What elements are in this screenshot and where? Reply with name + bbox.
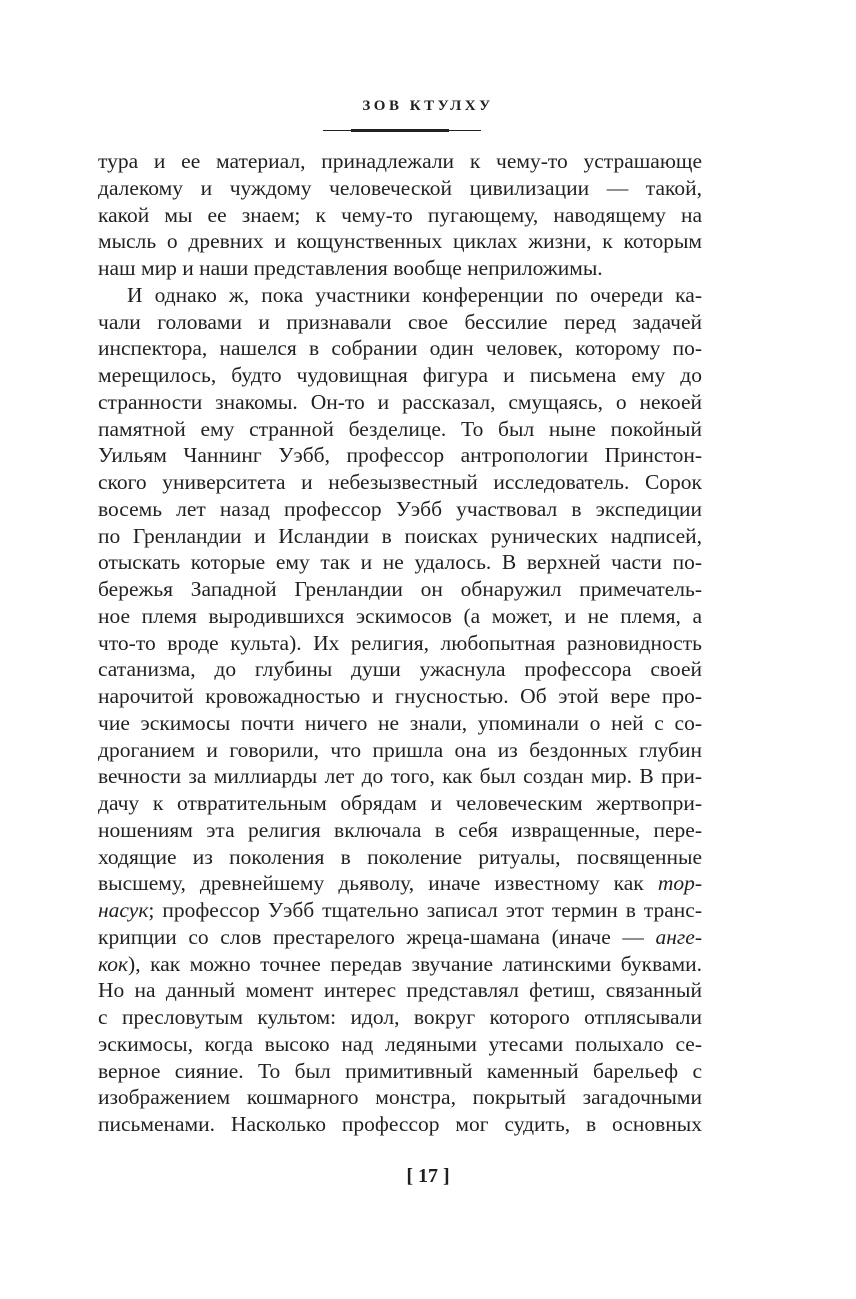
text-line bbox=[98, 1111, 702, 1138]
text-line bbox=[98, 656, 702, 683]
text-segment: чали головами и признавали свое бессилие перед задачей bbox=[98, 309, 702, 334]
text-segment: мерещилось, будто чудовищная фигура и письмена ему до bbox=[98, 363, 702, 387]
text-line bbox=[98, 1058, 702, 1085]
text-line bbox=[98, 549, 702, 576]
text-line bbox=[98, 416, 702, 443]
text-segment: восемь лет назад профессор Уэбб участвовал в экспедиции bbox=[98, 496, 702, 521]
text-segment: инспектора, нашелся в собрании один человек, которому по- bbox=[98, 336, 702, 361]
text-segment: ского университета и небезызвестный исследователь. Сорок bbox=[98, 470, 702, 494]
text-line bbox=[98, 924, 702, 951]
text-segment: наш мир и наши представления вообще неприложимы. bbox=[98, 256, 603, 280]
text-line bbox=[98, 309, 702, 336]
text-line bbox=[98, 951, 702, 978]
text-line bbox=[98, 442, 702, 469]
text-line bbox=[98, 523, 702, 550]
text-segment: с пресловутым культом: идол, вокруг которого отплясывали bbox=[98, 1005, 702, 1029]
text-segment: памятной ему странной безделице. То был ныне покойный bbox=[98, 416, 702, 441]
body-text bbox=[98, 148, 702, 1138]
text-line bbox=[98, 630, 702, 657]
text-line bbox=[98, 576, 702, 603]
text-line bbox=[98, 763, 702, 790]
text-line bbox=[98, 870, 702, 897]
text-segment: вечности за миллиарды лет до того, как был создан мир. В при- bbox=[98, 764, 702, 789]
text-line bbox=[98, 737, 702, 764]
text-line bbox=[98, 148, 702, 175]
text-line bbox=[98, 603, 702, 630]
text-segment: ходящие из поколения в поколение ритуалы, посвященные bbox=[98, 844, 702, 869]
text-line bbox=[98, 282, 702, 309]
text-line bbox=[98, 496, 702, 523]
text-segment: чие эскимосы почти ничего не знали, упоминали о ней с со- bbox=[98, 710, 702, 735]
text-segment: что-то вроде культа). Их религия, любопытная разновидность bbox=[98, 630, 702, 655]
text-segment: отыскать которые ему так и не удалось. В верхней части по- bbox=[98, 550, 702, 575]
text-segment: сатанизма, до глубины души ужаснула профессора своей bbox=[98, 657, 702, 682]
text-segment: изображением кошмарного монстра, покрытый загадочными bbox=[98, 1085, 702, 1110]
text-line bbox=[98, 469, 702, 496]
text-segment: какой мы ее знаем; к чему-то пугающему, наводящему на bbox=[98, 202, 702, 227]
text-segment: дачу к отвратительным обрядам и человеческим жертвопри- bbox=[98, 791, 702, 815]
text-line bbox=[98, 228, 702, 255]
text-segment: Но на данный момент интерес представлял фетиш, связанный bbox=[98, 978, 702, 1003]
text-segment: верное сияние. То был примитивный каменный барельеф с bbox=[98, 1058, 702, 1083]
text-segment: ), как можно точнее передав звучание латинскими буквами. bbox=[128, 951, 702, 976]
text-segment: дроганием и говорили, что пришла она из бездонных глубин bbox=[98, 737, 702, 762]
text-line bbox=[98, 202, 702, 229]
text-segment: далекому и чуждому человеческой цивилизации — такой, bbox=[98, 175, 702, 200]
text-line bbox=[98, 844, 702, 871]
text-segment: мысль о древних и кощунственных циклах жизни, к которым bbox=[98, 229, 702, 254]
italic-term: насук bbox=[98, 898, 149, 922]
text-line bbox=[98, 1004, 702, 1031]
italic-term: кок bbox=[98, 951, 129, 976]
text-line bbox=[98, 790, 702, 817]
italic-term: анге- bbox=[655, 924, 702, 949]
header-rule-accent bbox=[351, 129, 449, 132]
text-segment: высшему, древнейшему дьяволу, иначе известному как bbox=[98, 871, 658, 896]
page-number: [ 17 ] bbox=[406, 1165, 450, 1187]
text-segment: странности знакомы. Он-то и рассказал, смущаясь, о некоей bbox=[98, 389, 702, 414]
text-line bbox=[98, 362, 702, 389]
text-line bbox=[98, 683, 702, 710]
text-segment: письменами. Насколько профессор мог судить, в основных bbox=[98, 1112, 702, 1136]
text-line bbox=[98, 977, 702, 1004]
text-segment: по Гренландии и Исландии в поисках рунических надписей, bbox=[98, 523, 702, 548]
text-line bbox=[98, 175, 702, 202]
text-line bbox=[98, 1084, 702, 1111]
text-segment: бережья Западной Гренландии он обнаружил примечатель- bbox=[98, 577, 702, 601]
text-segment: крипции со слов престарелого жреца-шамана (иначе — bbox=[98, 924, 656, 949]
text-line bbox=[98, 817, 702, 844]
text-line bbox=[98, 389, 702, 416]
running-head: ЗОВ КТУЛХУ bbox=[362, 98, 494, 114]
text-segment: нарочитой кровожадностью и гнусностью. Об этой вере про- bbox=[98, 684, 702, 708]
text-segment: эскимосы, когда высоко над ледяными утесами полыхало се- bbox=[98, 1031, 702, 1056]
text-line bbox=[98, 897, 702, 924]
text-line bbox=[98, 710, 702, 737]
text-line bbox=[98, 335, 702, 362]
text-segment: ; профессор Уэбб тщательно записал этот термин в транс- bbox=[148, 898, 702, 922]
text-segment: тура и ее материал, принадлежали к чему-то устрашающе bbox=[98, 149, 702, 173]
text-segment: И однако ж, пока участники конференции по очереди ка- bbox=[127, 282, 702, 307]
text-segment: Уильям Чаннинг Уэбб, профессор антропологии Принстон- bbox=[98, 443, 702, 468]
italic-term: тор- bbox=[657, 871, 702, 896]
text-line bbox=[98, 1031, 702, 1058]
text-segment: ношениям эта религия включала в себя извращенные, пере- bbox=[98, 817, 702, 842]
text-line bbox=[98, 255, 702, 282]
text-segment: ное племя выродившихся эскимосов (а может, и не племя, а bbox=[98, 603, 702, 628]
